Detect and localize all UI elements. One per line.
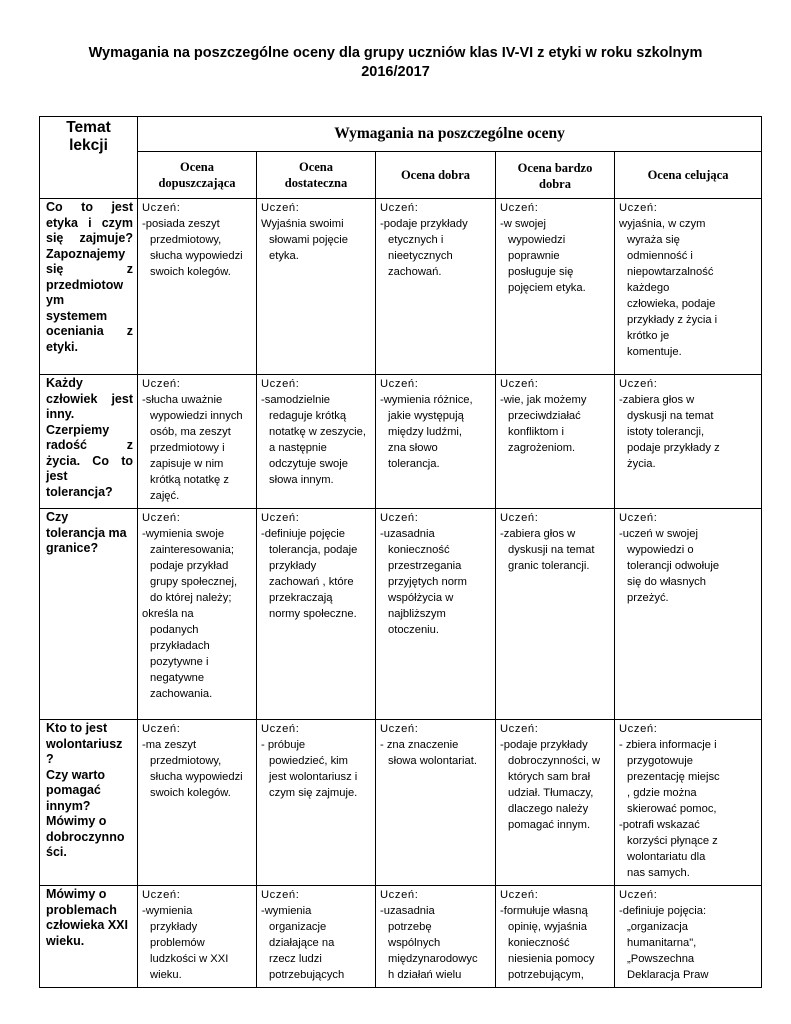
- requirement-line: przykłady: [150, 921, 198, 933]
- student-label: Uczeń:: [380, 889, 419, 901]
- student-label: Uczeń:: [380, 723, 419, 735]
- student-label: Uczeń:: [261, 889, 300, 901]
- document-title-line-2: 2016/2017: [361, 64, 430, 80]
- lesson-topic-cell: [40, 509, 138, 720]
- requirement-line: przedmiotowy i: [150, 442, 225, 454]
- requirement-line: wypowiedzi o: [627, 544, 694, 556]
- requirement-line: -podaje przykłady: [380, 218, 468, 230]
- requirement-line: wolontariatu dla: [627, 851, 706, 863]
- lesson-topic-line: etyki.: [46, 339, 78, 354]
- requirement-line: jakie występują: [388, 410, 464, 422]
- lesson-topic-line: Zapoznajemy: [46, 246, 126, 261]
- requirement-line: swoich kolegów.: [150, 787, 231, 799]
- requirement-line: międzynarodowyc: [388, 953, 478, 965]
- requirement-line: rzecz ludzi: [269, 953, 322, 965]
- requirement-line: skierować pomoc,: [627, 803, 717, 815]
- requirement-cell: [496, 375, 615, 509]
- lesson-topic-cell: [40, 199, 138, 375]
- requirement-cell: [376, 720, 496, 886]
- requirement-line: a następnie: [269, 442, 327, 454]
- requirement-line: -definiuje pojęcie: [261, 528, 345, 540]
- requirement-line: korzyści płynące z: [627, 835, 718, 847]
- requirement-line: słowa innym.: [269, 474, 334, 486]
- requirement-line: przykładach: [150, 640, 210, 652]
- requirement-line: -ma zeszyt: [142, 739, 197, 751]
- requirement-line: których sam brał: [508, 771, 591, 783]
- requirement-line: przedmiotowy,: [150, 755, 222, 767]
- requirement-line: dobroczynności, w: [508, 755, 601, 767]
- lesson-topic-line: życia. Co to: [46, 453, 133, 468]
- requirements-table: [39, 116, 762, 988]
- requirement-cell: [257, 509, 376, 720]
- lesson-topic-line: się zajmuje?: [46, 231, 133, 245]
- requirement-line: etyka.: [269, 250, 299, 262]
- requirement-line: dyskusji na temat: [508, 544, 595, 556]
- student-label: Uczeń:: [261, 723, 300, 735]
- topic-header-line-2: lekcji: [69, 137, 108, 154]
- requirement-line: Wyjaśnia swoimi: [261, 218, 344, 230]
- requirement-line: zapisuje w nim: [150, 458, 224, 470]
- requirement-line: słowami pojęcie: [269, 234, 348, 246]
- requirement-line: -samodzielnie: [261, 394, 331, 406]
- student-label: Uczeń:: [142, 889, 181, 901]
- requirement-line: opinię, wyjaśnia: [508, 921, 587, 933]
- requirement-line: odmienność i: [627, 250, 693, 262]
- requirement-cell: [615, 720, 762, 886]
- lesson-topic-line: ym: [46, 293, 65, 307]
- requirement-cell: [376, 199, 496, 375]
- grade-header-line-1: Ocena bardzo: [517, 161, 593, 175]
- requirement-line: „Powszechna: [627, 953, 695, 965]
- lesson-topic-line: przedmiotow: [46, 277, 124, 292]
- requirement-line: negatywne: [150, 672, 205, 684]
- requirement-line: grupy społecznej,: [150, 576, 238, 588]
- requirement-cell: [138, 199, 257, 375]
- lesson-topic-line: Mówimy o: [46, 814, 107, 828]
- requirement-line: przeżyć.: [627, 592, 669, 604]
- requirement-line: zachowania.: [150, 688, 213, 700]
- requirement-line: między ludźmi,: [388, 426, 462, 438]
- requirement-line: notatkę w zeszycie,: [269, 426, 367, 438]
- student-label: Uczeń:: [500, 512, 539, 524]
- requirement-line: konieczność: [508, 937, 570, 949]
- requirement-line: udział. Tłumaczy,: [508, 787, 594, 799]
- requirement-line: przekraczają: [269, 592, 333, 604]
- requirement-line: wypowiedzi: [508, 234, 566, 246]
- grade-header-line-1: Ocena: [298, 160, 334, 174]
- requirement-line: -słucha uważnie: [142, 394, 223, 406]
- document-title-line-1: Wymagania na poszczególne oceny dla grupy uczniów klas IV-VI z etyki w roku szkolnym: [88, 45, 703, 61]
- lesson-topic-line: innym?: [46, 798, 91, 813]
- requirement-line: -podaje przykłady: [500, 739, 588, 751]
- requirement-line: zachowań.: [388, 266, 442, 278]
- requirement-line: pomagać innym.: [508, 819, 591, 831]
- requirement-line: etycznych i: [388, 234, 444, 246]
- requirement-line: do której należy;: [150, 592, 232, 604]
- requirement-line: Deklaracja Praw: [627, 969, 709, 981]
- requirement-line: niepowtarzalność: [627, 266, 714, 278]
- topic-column-header: [40, 117, 138, 199]
- lesson-topic-line: systemem: [46, 308, 108, 323]
- requirement-line: wieku.: [150, 969, 182, 981]
- lesson-topic-line: granice?: [46, 541, 99, 555]
- requirement-cell: [257, 886, 376, 988]
- lesson-topic-line: człowieka XXI: [46, 918, 128, 932]
- requirement-cell: [138, 509, 257, 720]
- student-label: Uczeń:: [500, 378, 539, 390]
- requirement-line: ludzkości w XXI: [150, 953, 229, 965]
- student-label: Uczeń:: [142, 723, 181, 735]
- requirement-line: -zabiera głos w: [619, 394, 695, 406]
- grade-header-dostateczna: [257, 152, 376, 199]
- requirement-line: „organizacja: [627, 921, 688, 933]
- student-label: Uczeń:: [261, 378, 300, 390]
- requirement-line: -formułuje własną: [500, 905, 588, 917]
- requirement-cell: [496, 199, 615, 375]
- requirement-line: zagrożeniom.: [508, 442, 576, 454]
- lesson-topic-line: tolerancja ma: [46, 525, 127, 540]
- grade-header-line-1: Ocena: [179, 160, 215, 174]
- requirement-cell: [615, 886, 762, 988]
- requirement-line: problemów: [150, 937, 205, 949]
- student-label: Uczeń:: [619, 378, 658, 390]
- requirement-line: wyraża się: [627, 234, 680, 246]
- lesson-topic-line: pomagać: [46, 783, 101, 797]
- requirement-line: -potrafi wskazać: [619, 819, 700, 831]
- requirement-line: redaguje krótką: [269, 410, 347, 422]
- requirement-line: się do własnych: [627, 576, 706, 588]
- requirement-line: prezentację miejsc: [627, 771, 720, 783]
- table-row: [40, 375, 762, 509]
- requirement-line: swoich kolegów.: [150, 266, 231, 278]
- requirement-line: -wymienia: [142, 905, 193, 917]
- requirement-line: normy społeczne.: [269, 608, 357, 620]
- requirement-line: podaje przykłady z: [627, 442, 720, 454]
- requirement-line: jest wolontariusz i: [269, 771, 358, 783]
- lesson-topic-line: tolerancja?: [46, 484, 113, 499]
- grade-header-bardzo-dobra: [496, 152, 615, 199]
- requirement-line: wspólnych: [388, 937, 441, 949]
- lesson-topic-cell: [40, 720, 138, 886]
- requirement-line: dyskusji na temat: [627, 410, 714, 422]
- lesson-topic-line: etyka i czym: [46, 215, 133, 230]
- requirement-line: przedmiotowy,: [150, 234, 222, 246]
- requirement-line: życia.: [627, 458, 656, 470]
- requirement-line: słowa wolontariat.: [388, 755, 477, 767]
- lesson-topic-line: Co to jest: [46, 200, 133, 214]
- requirement-line: -wymienia różnice,: [380, 394, 473, 406]
- table-row: [40, 886, 762, 988]
- requirement-line: istoty tolerancji,: [627, 426, 705, 438]
- lesson-topic-line: wieku.: [46, 933, 85, 948]
- lesson-topic-cell: [40, 375, 138, 509]
- requirement-cell: [257, 375, 376, 509]
- requirement-line: podanych: [150, 624, 199, 636]
- student-label: Uczeń:: [500, 723, 539, 735]
- requirement-line: przygotowuje: [627, 755, 693, 767]
- lesson-topic-line: człowiek jest: [46, 391, 133, 406]
- requirement-line: krótką notatkę z: [150, 474, 229, 486]
- lesson-topic-line: wolontariusz: [46, 736, 123, 751]
- grade-header-line-1: Ocena dobra: [400, 168, 471, 182]
- requirement-cell: [496, 886, 615, 988]
- requirements-header: Wymagania na poszczególne oceny: [138, 117, 762, 152]
- lesson-topic-line: inny.: [46, 407, 75, 421]
- lesson-topic-line: Mówimy o: [46, 887, 107, 901]
- requirement-line: dlaczego należy: [508, 803, 589, 815]
- topic-header-line-1: Temat: [66, 119, 111, 136]
- requirement-line: zajęć.: [150, 490, 180, 502]
- requirement-cell: [376, 886, 496, 988]
- table-row: [40, 199, 762, 375]
- lesson-topic-line: Kto to jest: [46, 721, 108, 735]
- requirement-cell: [376, 375, 496, 509]
- requirement-line: osób, ma zeszyt: [150, 426, 231, 438]
- requirement-line: zachowań , które: [269, 576, 354, 588]
- requirement-line: -w swojej: [500, 218, 547, 230]
- requirement-line: -uzasadnia: [380, 905, 435, 917]
- student-label: Uczeń:: [261, 202, 300, 214]
- requirement-line: -wymienia swoje: [142, 528, 225, 540]
- requirement-line: przykłady: [269, 560, 317, 572]
- lesson-topic-line: Każdy: [46, 376, 83, 390]
- grade-header-dopuszczajaca: [138, 152, 257, 199]
- requirement-line: odczytuje swoje: [269, 458, 348, 470]
- lesson-topic-line: problemach: [46, 902, 117, 917]
- requirement-line: tolerancji odwołuje: [627, 560, 720, 572]
- grade-header-line-2: dostateczna: [284, 176, 348, 190]
- requirement-line: podaje przykład: [150, 560, 229, 572]
- requirement-line: otoczeniu.: [388, 624, 439, 636]
- lesson-topic-line: radość z: [46, 438, 133, 452]
- student-label: Uczeń:: [142, 378, 181, 390]
- student-label: Uczeń:: [619, 889, 658, 901]
- requirement-line: -definiuje pojęcia:: [619, 905, 707, 917]
- student-label: Uczeń:: [619, 723, 658, 735]
- requirement-line: -wie, jak możemy: [500, 394, 587, 406]
- requirement-line: pojęciem etyka.: [508, 282, 586, 294]
- grade-header-dobra: [376, 152, 496, 199]
- requirement-line: określa na: [142, 608, 194, 620]
- requirement-cell: [496, 509, 615, 720]
- requirement-cell: [138, 375, 257, 509]
- requirement-line: słucha wypowiedzi: [150, 771, 243, 783]
- grade-header-line-2: dobra: [539, 177, 571, 191]
- requirement-line: niesienia pomocy: [508, 953, 595, 965]
- requirement-line: wyjaśnia, w czym: [619, 218, 706, 230]
- requirement-line: najbliższym: [388, 608, 446, 620]
- student-label: Uczeń:: [142, 202, 181, 214]
- requirement-line: posługuje się: [508, 266, 574, 278]
- requirement-cell: [615, 375, 762, 509]
- requirement-line: humanitarna",: [627, 937, 697, 949]
- requirement-cell: [138, 720, 257, 886]
- requirement-line: zna słowo: [388, 442, 438, 454]
- requirement-line: -uczeń w swojej: [619, 528, 698, 540]
- requirement-line: -zabiera głos w: [500, 528, 576, 540]
- requirement-cell: [376, 509, 496, 720]
- requirement-line: -wymienia: [261, 905, 312, 917]
- requirement-line: h działań wielu: [388, 969, 462, 981]
- requirement-line: poprawnie: [508, 250, 560, 262]
- requirement-cell: [257, 720, 376, 886]
- requirement-cell: [138, 886, 257, 988]
- requirement-line: - zna znaczenie: [380, 739, 459, 751]
- requirement-line: krótko je: [627, 330, 670, 342]
- requirement-line: potrzebę: [388, 921, 432, 933]
- grade-header-line-1: Ocena celująca: [647, 168, 729, 182]
- requirement-line: przeciwdziałać: [508, 410, 581, 422]
- requirement-line: - próbuje: [261, 739, 306, 751]
- student-label: Uczeń:: [380, 512, 419, 524]
- requirement-line: każdego: [627, 282, 670, 294]
- lesson-topic-line: Czy warto: [46, 767, 106, 782]
- requirement-line: zainteresowania;: [150, 544, 234, 556]
- requirement-cell: [615, 509, 762, 720]
- requirement-line: potrzebujących: [269, 969, 345, 981]
- requirement-line: -posiada zeszyt: [142, 218, 220, 230]
- requirement-line: granic tolerancji.: [508, 560, 590, 572]
- lesson-topic-line: Czy: [46, 510, 69, 524]
- requirement-line: nieetycznych: [388, 250, 453, 262]
- requirement-line: współżycia w: [388, 592, 454, 604]
- lesson-topic-line: ści.: [46, 845, 67, 859]
- requirement-line: czym się zajmuje.: [269, 787, 358, 799]
- requirement-line: - zbiera informacje i: [619, 739, 717, 751]
- requirement-line: konieczność: [388, 544, 450, 556]
- student-label: Uczeń:: [619, 512, 658, 524]
- requirement-line: pozytywne i: [150, 656, 209, 668]
- requirement-line: potrzebującym,: [508, 969, 584, 981]
- requirement-cell: [257, 199, 376, 375]
- requirement-line: działające na: [269, 937, 335, 949]
- lesson-topic-line: się z: [46, 262, 133, 276]
- grade-header-celujaca: [615, 152, 762, 199]
- student-label: Uczeń:: [142, 512, 181, 524]
- table-row: [40, 720, 762, 886]
- requirement-line: tolerancja.: [388, 458, 440, 470]
- lesson-topic-line: ?: [46, 752, 54, 766]
- student-label: Uczeń:: [261, 512, 300, 524]
- lesson-topic-line: dobroczynno: [46, 829, 125, 844]
- requirement-line: przykłady z życia i: [627, 314, 718, 326]
- requirement-line: słucha wypowiedzi: [150, 250, 243, 262]
- requirement-line: organizacje: [269, 921, 327, 933]
- student-label: Uczeń:: [380, 378, 419, 390]
- student-label: Uczeń:: [500, 202, 539, 214]
- requirement-line: powiedzieć, kim: [269, 755, 348, 767]
- lesson-topic-line: jest: [46, 469, 68, 483]
- requirement-line: , gdzie można: [627, 787, 697, 799]
- requirement-line: komentuje.: [627, 346, 682, 358]
- requirement-line: przestrzegania: [388, 560, 462, 572]
- requirement-line: człowieka, podaje: [627, 298, 716, 310]
- requirement-line: tolerancja, podaje: [269, 544, 358, 556]
- requirement-cell: [615, 199, 762, 375]
- requirement-line: wypowiedzi innych: [150, 410, 243, 422]
- requirement-line: konfliktom i: [508, 426, 564, 438]
- table-row: [40, 509, 762, 720]
- student-label: Uczeń:: [380, 202, 419, 214]
- requirement-line: nas samych.: [627, 867, 690, 879]
- lesson-topic-line: oceniania z: [46, 324, 133, 338]
- lesson-topic-line: Czerpiemy: [46, 422, 110, 437]
- student-label: Uczeń:: [500, 889, 539, 901]
- student-label: Uczeń:: [619, 202, 658, 214]
- requirement-line: -uzasadnia: [380, 528, 435, 540]
- requirement-line: przyjętych norm: [388, 576, 467, 588]
- grade-header-line-2: dopuszczająca: [158, 176, 236, 190]
- document-title: [40, 44, 751, 82]
- lesson-topic-cell: [40, 886, 138, 988]
- requirement-cell: [496, 720, 615, 886]
